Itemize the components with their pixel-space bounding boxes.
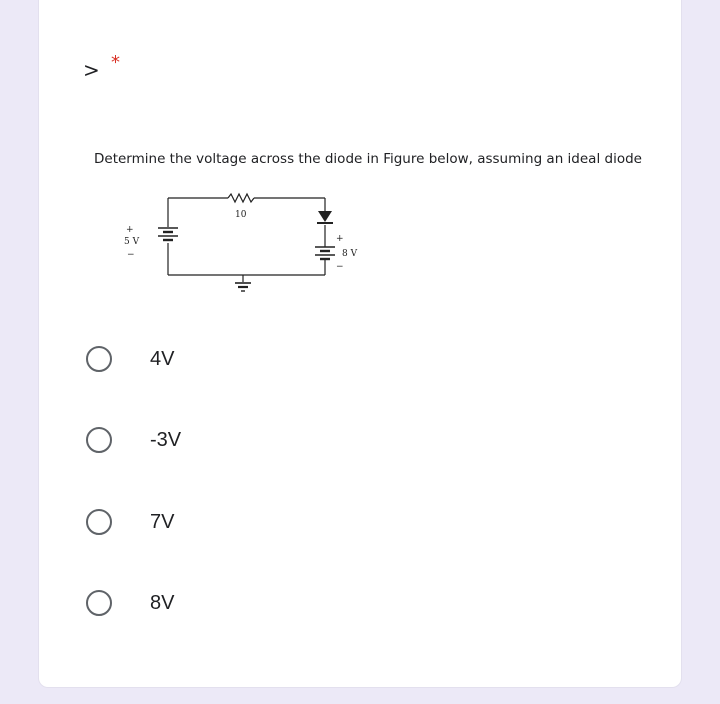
radio-button[interactable] [86,346,112,372]
option-4v[interactable] [86,342,174,376]
left-source-minus: − [127,250,135,260]
ground-symbol [235,283,251,291]
radio-button[interactable] [86,590,112,616]
option-label: -3V [150,428,182,451]
option-minus-3v[interactable] [86,423,181,457]
question-text: Determine the voltage across the diode in Figure below, assuming an ideal diode [94,151,642,167]
circuit-figure [110,185,400,305]
diode-symbol [317,211,333,223]
left-source-value: 5 V [124,237,140,247]
option-label: 8V [150,591,175,614]
option-label: 7V [150,510,175,533]
required-asterisk: * [111,52,120,73]
resistor-symbol [228,194,254,202]
right-source-plus: + [336,234,344,244]
right-source-value: 8 V [342,249,358,259]
option-label: 4V [150,347,175,370]
left-source-plus: + [126,225,134,235]
right-battery-symbol [315,247,335,259]
radio-button[interactable] [86,509,112,535]
resistor-label: 10 [235,210,247,220]
option-8v[interactable] [86,586,174,620]
question-marker: > [83,58,100,82]
right-source-minus: − [336,262,344,272]
radio-button[interactable] [86,427,112,453]
left-battery-symbol [158,228,178,240]
circuit-diagram [110,185,400,305]
option-7v[interactable] [86,505,174,539]
